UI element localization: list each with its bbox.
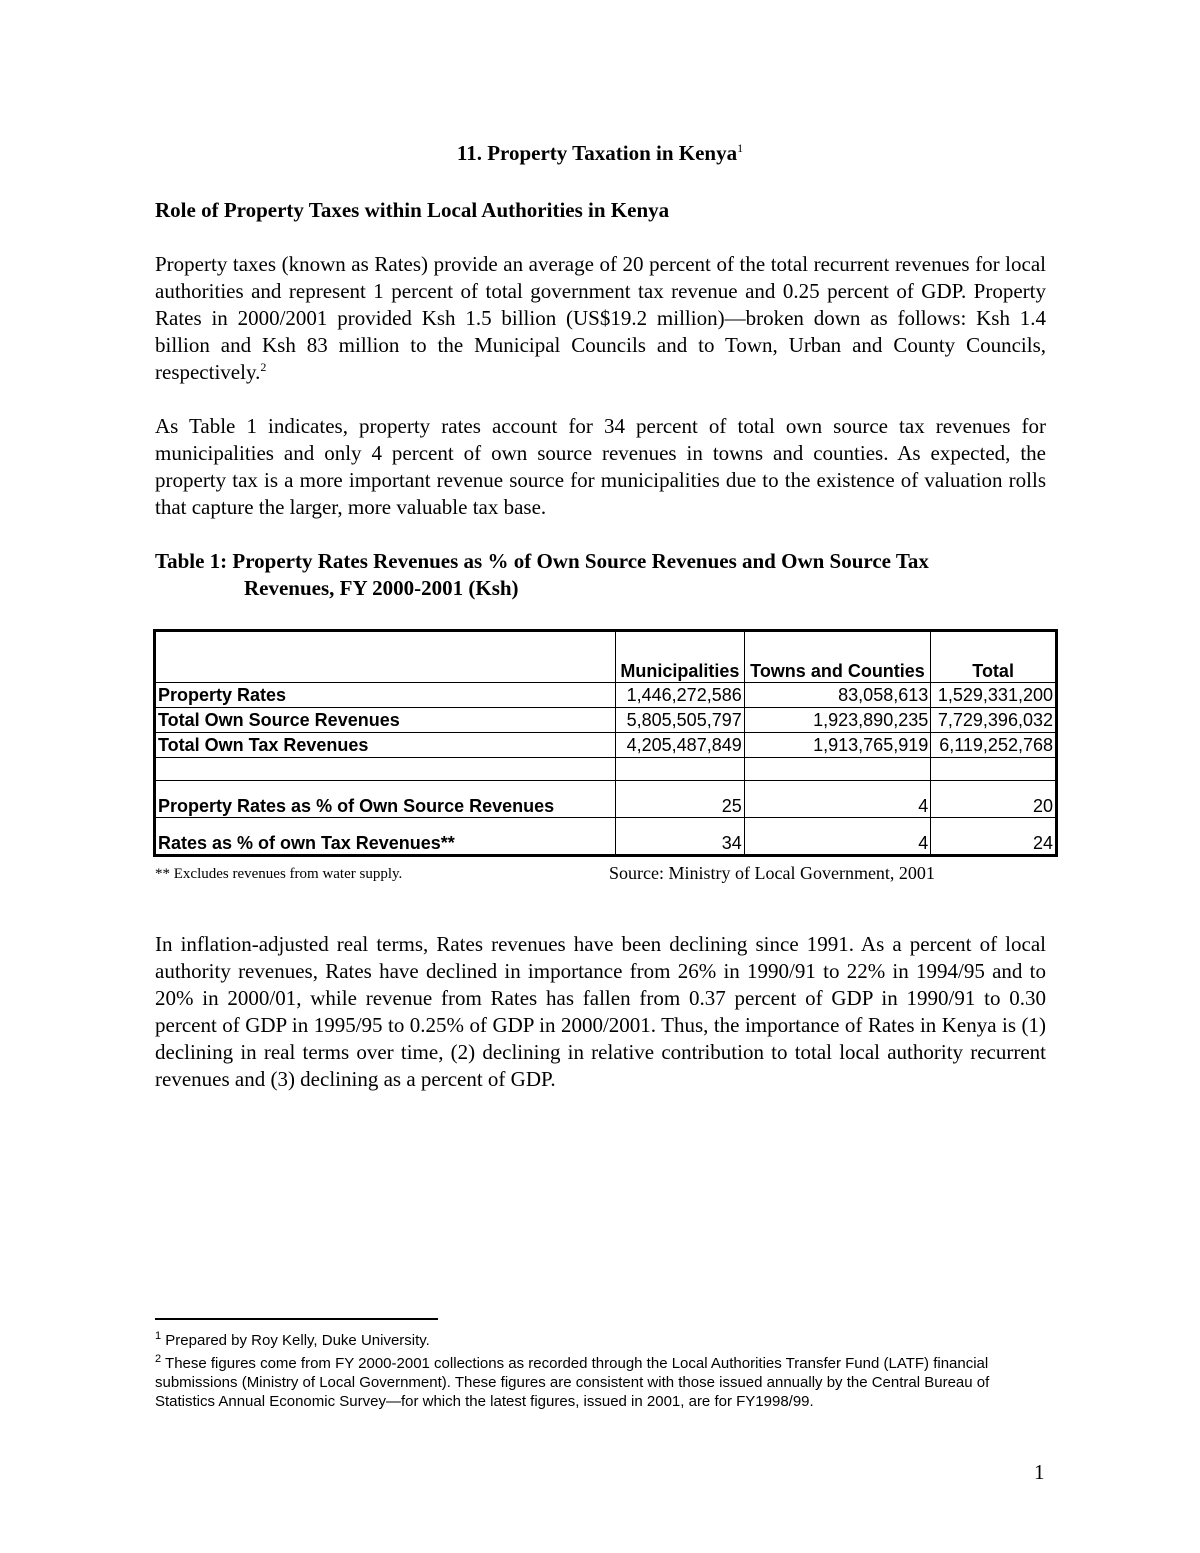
table-row [155,683,1057,708]
footnote-marker: 2 [260,360,267,374]
row-label: Property Rates [155,683,616,708]
table-row [155,818,1057,856]
cell: 1,923,890,235 [744,708,931,733]
cell: 4,205,487,849 [616,733,745,758]
footnote-marker: 1 [737,141,744,155]
header-cell: Municipalities [616,631,745,683]
cell: 24 [931,818,1057,856]
empty-cell [744,758,931,781]
table-row [155,781,1057,818]
table-source: Source: Ministry of Local Government, 2001 [609,863,935,883]
header-cell: Total [931,631,1057,683]
cell: 4 [744,818,931,856]
cell: 34 [616,818,745,856]
cell: 6,119,252,768 [931,733,1057,758]
footnote-mark: 2 [155,1353,162,1365]
empty-cell [616,758,745,781]
cell: 1,913,765,919 [744,733,931,758]
revenue-table [153,629,1058,857]
footnote: $^1$ Prepared by Roy Kelly, Duke University. [155,1330,430,1349]
cell: 1,446,272,586 [616,683,745,708]
section-heading: Role of Property Taxes within Local Authorities in Kenya [155,198,670,222]
cell: 5,805,505,797 [616,708,745,733]
cell: 7,729,396,032 [931,708,1057,733]
table-header-row [155,631,1057,683]
footnote-mark: 1 [155,1330,162,1342]
footnote: $^2$ These figures come from FY 2000-2001 collections as recorded through the Local Authorities Transfer Fund (LATF) financial submissions (Ministry of Local Government). These figures are consistent with those issued annually by the Central Bureau of Statistics Annual Economic Survey—for which the latest figures, issued in 2001, are for FY1998/99. [155,1353,990,1410]
row-label: Total Own Tax Revenues [155,733,616,758]
row-label: Property Rates as % of Own Source Revenues [155,781,616,818]
paragraph: In inflation-adjusted real terms, Rates revenues have been declining since 1991. As a percent of local authority revenues, Rates have declined in importance from 26% in 1990/91 to 22% in 1994/95 and to 20% in 2000/01, while revenue from Rates has fallen from 0.37 percent of GDP in 1990/91 to 0.30 percent of GDP in 1995/95 to 0.25% of GDP in 2000/2001. Thus, the importance of Rates in Kenya is (1) declining in real terms over time, (2) declining in relative contribution to total local authority recurrent revenues and (3) declining as a percent of GDP. [155,932,1046,1091]
cell: 25 [616,781,745,818]
table-spacer-row [155,758,1057,781]
header-cell [155,631,616,683]
header-cell: Towns and Counties [744,631,931,683]
empty-cell [155,758,616,781]
row-label: Rates as % of own Tax Revenues** [155,818,616,856]
footnote-separator [155,1318,438,1320]
paragraph: As Table 1 indicates, property rates account for 34 percent of total own source tax revenues for municipalities and only 4 percent of own source revenues in towns and counties. As expected, the property tax is a more important revenue source for municipalities due to the existence of valuation rolls that capture the larger, more valuable tax base. [155,414,1046,519]
paragraph: Property taxes (known as Rates) provide an average of 20 percent of the total recurrent revenues for local authorities and represent 1 percent of total government tax revenue and 0.25 percent of GDP. Property Rates in 2000/2001 provided Ksh 1.5 billion (US$19.2 million)—broken down as follows: Ksh 1.4 billion and Ksh 83 million to the Municipal Councils and to Town, Urban and County Councils, respectively.$^2$ [155,252,1046,384]
row-label: Total Own Source Revenues [155,708,616,733]
table-row [155,708,1057,733]
table-note: ** Excludes revenues from water supply. [155,866,403,882]
table-caption: Table 1: Property Rates Revenues as % of Own Source Revenues and Own Source Tax Revenues, FY 2000-2001 (Ksh) [155,549,929,600]
cell: 20 [931,781,1057,818]
page-title: 11. Property Taxation in Kenya$^1$ [456,141,744,165]
cell: 1,529,331,200 [931,683,1057,708]
cell: 4 [744,781,931,818]
page-number: 1 [1034,1460,1045,1484]
empty-cell [931,758,1057,781]
table-row [155,733,1057,758]
cell: 83,058,613 [744,683,931,708]
